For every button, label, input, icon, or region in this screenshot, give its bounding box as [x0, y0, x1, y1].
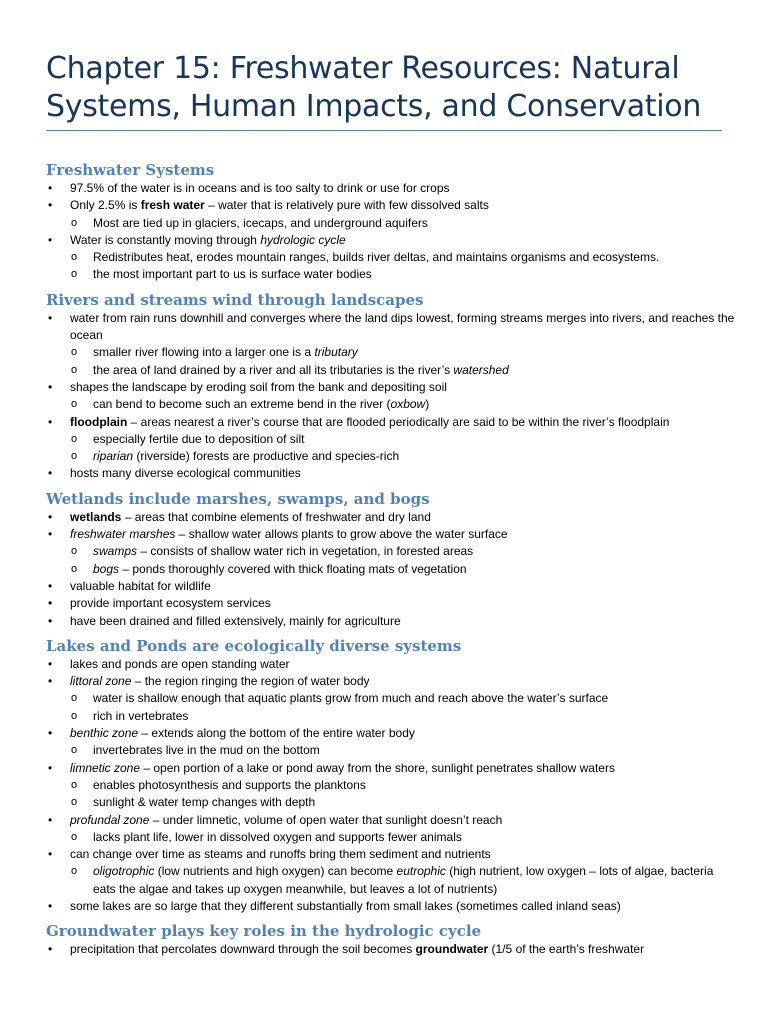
italic-term: freshwater marshes	[70, 527, 176, 542]
italic-term: profundal zone	[70, 812, 150, 827]
text-run: the area of land drained by a river and all its tributaries is the river’s	[93, 362, 454, 377]
section-heading: Lakes and Ponds are ecologically diverse systems	[46, 636, 462, 655]
bullet-icon: •	[48, 898, 53, 913]
text-run: Only 2.5% is	[70, 198, 141, 213]
text-run: – the region ringing the region of water body	[131, 674, 370, 689]
section-heading: Freshwater Systems	[46, 161, 215, 179]
bullet-icon: •	[48, 674, 53, 689]
circle-bullet-icon: o	[71, 778, 78, 791]
bullet-item	[46, 526, 736, 543]
circle-bullet-icon: o	[71, 363, 78, 376]
text-run: (1/5 of the earth’s freshwater	[488, 942, 645, 957]
text-run: – water that is relatively pure with few dissolved salts	[204, 198, 489, 213]
bullet-item	[46, 941, 736, 958]
bullet-item	[46, 310, 736, 345]
text-run: – under limnetic, volume of open water that sunlight doesn’t reach	[149, 812, 503, 827]
bold-term: groundwater	[415, 942, 489, 957]
circle-bullet-icon: o	[71, 398, 78, 411]
circle-bullet-icon: o	[71, 545, 78, 558]
circle-bullet-icon: o	[71, 562, 78, 575]
text-run: (riverside) forests are productive and species-rich	[133, 449, 400, 464]
bullet-item	[46, 595, 736, 612]
text-run: – extends along the bottom of the entire water body	[138, 726, 415, 741]
italic-term: oligotrophic	[93, 864, 155, 879]
bullet-item	[46, 846, 736, 863]
text-run: invertebrates live in the mud on the bottom	[93, 743, 320, 758]
bullet-item	[46, 465, 736, 482]
bold-term: fresh water	[140, 198, 205, 213]
circle-bullet-icon: o	[71, 268, 78, 281]
bullet-item	[46, 760, 736, 777]
italic-term: swamps	[93, 544, 138, 559]
sub-bullet-item	[46, 362, 736, 379]
bullet-icon: •	[48, 527, 53, 542]
bullet-icon: •	[48, 613, 53, 628]
sub-bullet-item	[46, 829, 736, 846]
bullet-item	[46, 180, 736, 197]
bullet-item	[46, 812, 736, 829]
text-run: water from rain runs downhill and converges where the land dips lowest, forming streams merges into rivers, and reaches the ocean	[70, 310, 735, 343]
text-run: – open portion of a lake or pond away from the shore, sunlight penetrates shallow waters	[140, 760, 615, 775]
italic-term: watershed	[453, 362, 509, 377]
text-run: Water is constantly moving through	[70, 232, 261, 247]
text-run: rich in vertebrates	[93, 708, 189, 723]
title-divider	[46, 130, 722, 131]
italic-term: eutrophic	[396, 864, 446, 879]
italic-term: limnetic zone	[70, 760, 141, 775]
section	[46, 489, 736, 630]
sub-bullet-item	[46, 708, 736, 725]
bullet-icon: •	[48, 181, 53, 195]
bullet-icon: •	[48, 726, 53, 741]
section	[46, 636, 736, 915]
section-heading: Wetlands include marshes, swamps, and bogs	[46, 489, 430, 508]
sub-bullet-item	[46, 863, 736, 898]
circle-bullet-icon: o	[71, 251, 78, 264]
italic-term: oxbow	[390, 397, 426, 412]
text-run: hosts many diverse ecological communities	[70, 466, 301, 481]
text-run: precipitation that percolates downward through the soil becomes	[70, 942, 416, 957]
sub-bullet-item	[46, 344, 736, 361]
bullet-icon: •	[48, 509, 53, 524]
bullet-item	[46, 414, 736, 431]
text-run: 97.5% of the water is in oceans and is too salty to drink or use for crops	[70, 181, 450, 195]
bullet-icon: •	[48, 578, 53, 593]
sub-bullet-item	[46, 543, 736, 560]
bold-term: floodplain	[70, 414, 128, 429]
text-run: Redistributes heat, erodes mountain ranges, builds river deltas, and maintains organisms and ecosystems.	[93, 250, 660, 265]
circle-bullet-icon: o	[71, 432, 78, 445]
text-run: (high nutrient, low oxygen – lots of algae, bacteria eats the algae and takes up oxygen meanwhile, but leaves a lot of nutrients)	[93, 864, 714, 896]
circle-bullet-icon: o	[71, 744, 78, 757]
text-run: smaller river flowing into a larger one is a	[93, 345, 315, 360]
text-run: lakes and ponds are open standing water	[70, 656, 290, 671]
text-run: valuable habitat for wildlife	[70, 578, 211, 593]
page-title: Chapter 15: Freshwater Resources: Natural Systems, Human Impacts, and Conservation	[46, 51, 702, 124]
text-run: – consists of shallow water rich in vegetation, in forested areas	[137, 544, 474, 559]
italic-term: tributary	[314, 345, 358, 360]
italic-term: riparian	[93, 449, 134, 464]
text-run: some lakes are so large that they different substantially from small lakes (sometimes called inland seas)	[70, 898, 621, 913]
text-run: – areas nearest a river’s course that are flooded periodically are said to be within the river’s floodplain	[127, 414, 670, 429]
sub-bullet-item	[46, 561, 736, 578]
bullet-icon: •	[48, 847, 53, 862]
circle-bullet-icon: o	[71, 346, 78, 359]
circle-bullet-icon: o	[71, 830, 78, 843]
bullet-item	[46, 232, 736, 249]
section-heading: Groundwater plays key roles in the hydrologic cycle	[46, 922, 482, 941]
text-run: shapes the landscape by eroding soil from the bank and depositing soil	[70, 379, 447, 394]
text-run: can bend to become such an extreme bend in the river (	[93, 397, 391, 412]
sub-bullet-item	[46, 777, 736, 794]
bold-term: wetlands	[70, 509, 122, 524]
text-run: provide important ecosystem services	[70, 596, 271, 611]
italic-term: bogs	[93, 561, 120, 576]
text-run: – ponds thoroughly covered with thick floating mats of vegetation	[119, 561, 467, 576]
text-run: can change over time as steams and runoffs bring them sediment and nutrients	[70, 847, 491, 862]
section	[46, 290, 736, 483]
circle-bullet-icon: o	[71, 450, 78, 463]
bullet-icon: •	[48, 379, 53, 394]
text-run: – shallow water allows plants to grow above the water surface	[175, 527, 508, 542]
text-run: sunlight & water temp changes with depth	[93, 795, 316, 810]
text-run: water is shallow enough that aquatic plants grow from much and reach above the water’s surface	[93, 691, 609, 706]
bullet-item	[46, 379, 736, 396]
italic-term: littoral zone	[70, 674, 132, 689]
text-run: have been drained and filled extensively, mainly for agriculture	[70, 613, 401, 628]
text-run: – areas that combine elements of freshwater and dry land	[121, 509, 431, 524]
text-run: (low nutrients and high oxygen) can become	[154, 864, 397, 879]
bullet-icon: •	[48, 942, 53, 957]
bullet-icon: •	[48, 310, 53, 325]
bullet-item	[46, 613, 736, 630]
circle-bullet-icon: o	[71, 709, 78, 722]
text-run: lacks plant life, lower in dissolved oxygen and supports fewer animals	[93, 829, 462, 844]
bullet-icon: •	[48, 232, 53, 247]
bullet-icon: •	[48, 414, 53, 429]
text-run: the most important part to us is surface water bodies	[93, 267, 372, 282]
section	[46, 921, 736, 958]
circle-bullet-icon: o	[71, 692, 78, 705]
bullet-icon: •	[48, 656, 53, 671]
section	[46, 160, 736, 284]
circle-bullet-icon: o	[71, 865, 78, 878]
document-body	[46, 160, 736, 965]
bullet-icon: •	[48, 760, 53, 775]
bullet-icon: •	[48, 198, 53, 213]
bullet-icon: •	[48, 812, 53, 827]
sub-bullet-item	[46, 266, 736, 283]
bullet-item	[46, 725, 736, 742]
circle-bullet-icon: o	[71, 216, 78, 229]
bullet-item	[46, 197, 736, 214]
sub-bullet-item	[46, 396, 736, 413]
sub-bullet-item	[46, 431, 736, 448]
sub-bullet-item	[46, 249, 736, 266]
bullet-item	[46, 898, 736, 915]
sub-bullet-item	[46, 690, 736, 707]
text-run: Most are tied up in glaciers, icecaps, and underground aquifers	[93, 215, 428, 230]
sub-bullet-item	[46, 448, 736, 465]
bullet-item	[46, 509, 736, 526]
text-run: especially fertile due to deposition of silt	[93, 431, 305, 446]
text-run: enables photosynthesis and supports the planktons	[93, 777, 366, 792]
text-run: )	[425, 397, 430, 412]
bullet-item	[46, 578, 736, 595]
circle-bullet-icon: o	[71, 796, 78, 809]
sub-bullet-item	[46, 742, 736, 759]
italic-term: benthic zone	[70, 726, 139, 741]
section-heading: Rivers and streams wind through landscapes	[46, 290, 424, 309]
bullet-icon: •	[48, 466, 53, 481]
italic-term: hydrologic cycle	[260, 232, 346, 247]
bullet-item	[46, 673, 736, 690]
sub-bullet-item	[46, 794, 736, 811]
bullet-icon: •	[48, 596, 53, 611]
bullet-item	[46, 656, 736, 673]
sub-bullet-item	[46, 215, 736, 232]
